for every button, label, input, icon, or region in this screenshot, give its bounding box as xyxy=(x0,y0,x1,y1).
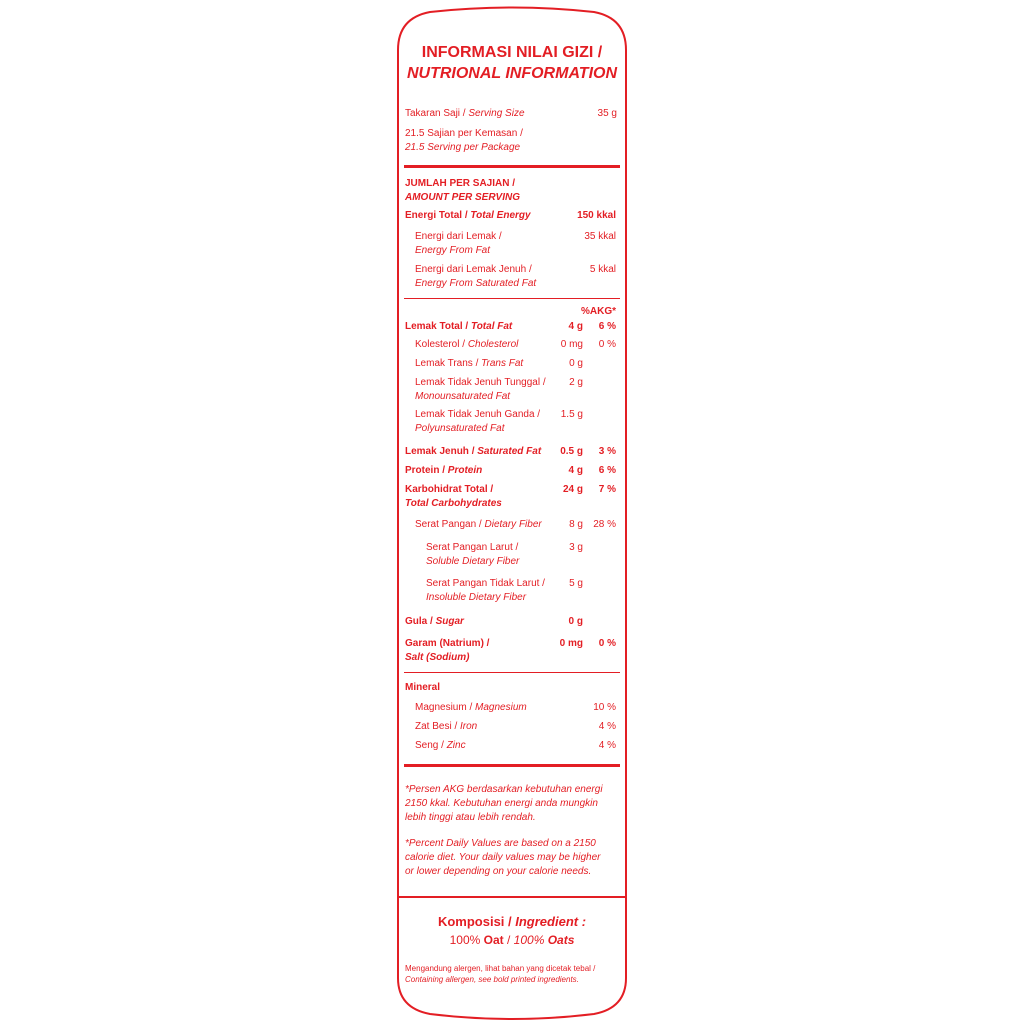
thick-divider-1 xyxy=(404,165,620,168)
energy-from-fat-en: Energy From Fat xyxy=(415,245,491,256)
serving-size-value: 35 g xyxy=(597,108,617,119)
cholesterol-label xyxy=(415,340,518,350)
soluble-fiber-en: Soluble Dietary Fiber xyxy=(426,556,520,567)
footnote-en-line-2: calorie diet. Your daily values may be higher xyxy=(405,852,601,863)
iron-pct: 4 % xyxy=(598,721,616,732)
title-line-2: NUTRIONAL INFORMATION xyxy=(406,65,618,82)
insoluble-fiber-amount: 5 g xyxy=(569,578,583,589)
trans-fat-amount: 0 g xyxy=(569,358,583,369)
trans-fat-id: Lemak Trans / xyxy=(415,358,482,369)
serving-size-id: Takaran Saji / xyxy=(405,108,469,119)
magnesium-id: Magnesium / xyxy=(415,702,476,713)
ingredient-oats: Oats xyxy=(547,933,575,947)
soluble-fiber-id: Serat Pangan Larut / xyxy=(426,542,519,553)
fiber-pct: 28 % xyxy=(593,519,616,530)
protein-en: Protein xyxy=(447,465,483,476)
salt-id: Garam (Natrium) / xyxy=(405,638,490,649)
ingredient-oat: Oat xyxy=(483,933,504,947)
composition-ingredients xyxy=(0,934,1024,946)
soluble-fiber-amount: 3 g xyxy=(569,542,583,553)
total-energy-label xyxy=(405,211,531,221)
composition-label xyxy=(0,915,1024,928)
akg-header: %AKG* xyxy=(580,306,616,317)
thick-divider-2 xyxy=(404,764,620,767)
footnote-en-line-3: or lower depending on your calorie needs. xyxy=(405,866,592,877)
iron-en: Iron xyxy=(460,721,478,732)
title-line-1: INFORMASI NILAI GIZI / xyxy=(421,44,603,61)
zinc-label xyxy=(415,741,466,751)
allergen-en: Containing allergen, see bold printed ingredients. xyxy=(405,975,579,984)
energy-from-sat-fat-en: Energy From Saturated Fat xyxy=(415,278,537,289)
thin-divider-2 xyxy=(404,672,620,673)
trans-fat-label xyxy=(415,359,523,369)
iron-label xyxy=(415,722,477,732)
footnote-id-line-3: lebih tinggi atau lebih rendah. xyxy=(405,812,536,823)
cholesterol-amount: 0 mg xyxy=(560,339,583,350)
protein-pct: 6 % xyxy=(598,465,616,476)
composition-id: Komposisi / xyxy=(437,914,516,929)
salt-amount: 0 mg xyxy=(559,638,583,649)
insoluble-fiber-en: Insoluble Dietary Fiber xyxy=(426,592,527,603)
energy-from-sat-fat-id: Energi dari Lemak Jenuh / xyxy=(415,264,532,275)
zinc-pct: 4 % xyxy=(598,740,616,751)
cholesterol-en: Cholesterol xyxy=(467,339,519,350)
magnesium-en: Magnesium xyxy=(475,702,527,713)
thin-divider-1 xyxy=(404,298,620,299)
salt-en: Salt (Sodium) xyxy=(405,652,470,663)
footnote-en-line-1: *Percent Daily Values are based on a 2150 xyxy=(405,838,596,849)
amount-header-en: AMOUNT PER SERVING xyxy=(405,192,521,203)
composition-en: Ingredient : xyxy=(515,914,587,929)
energy-from-fat-id: Energi dari Lemak / xyxy=(415,231,502,242)
serving-size-label xyxy=(405,109,525,119)
protein-id: Protein / xyxy=(405,465,448,476)
trans-fat-en: Trans Fat xyxy=(481,358,524,369)
fiber-en: Dietary Fiber xyxy=(484,519,542,530)
sugar-amount: 0 g xyxy=(568,616,583,627)
ingredient-pct-en: 100% xyxy=(513,933,548,947)
poly-fat-en: Polyunsaturated Fat xyxy=(415,423,505,434)
footnote-id-line-2: 2150 kkal. Kebutuhan energi anda mungkin xyxy=(405,798,598,809)
mono-fat-amount: 2 g xyxy=(569,377,583,388)
mono-fat-id: Lemak Tidak Jenuh Tunggal / xyxy=(415,377,546,388)
magnesium-pct: 10 % xyxy=(593,702,616,713)
footnote-id-line-1: *Persen AKG berdasarkan kebutuhan energi xyxy=(405,784,603,795)
sugar-id: Gula / xyxy=(405,616,436,627)
total-fat-label xyxy=(405,322,512,332)
sat-fat-en: Saturated Fat xyxy=(477,446,542,457)
total-energy-id: Energi Total / xyxy=(405,210,471,221)
amount-header-id: JUMLAH PER SAJIAN / xyxy=(405,178,516,189)
energy-from-fat-value: 35 kkal xyxy=(584,231,616,242)
zinc-en: Zinc xyxy=(446,740,466,751)
servings-per-pack-id: 21.5 Sajian per Kemasan / xyxy=(405,128,523,139)
protein-label xyxy=(405,466,482,476)
cholesterol-pct: 0 % xyxy=(598,339,616,350)
fiber-label xyxy=(415,520,542,530)
total-energy-value: 150 kkal xyxy=(577,210,616,221)
sat-fat-id: Lemak Jenuh / xyxy=(405,446,478,457)
zinc-id: Seng / xyxy=(415,740,447,751)
mineral-header: Mineral xyxy=(405,682,441,693)
salt-pct: 0 % xyxy=(598,638,616,649)
carb-amount: 24 g xyxy=(562,484,583,495)
serving-size-en: Serving Size xyxy=(468,108,525,119)
total-fat-en: Total Fat xyxy=(470,321,513,332)
sugar-en: Sugar xyxy=(435,616,464,627)
protein-amount: 4 g xyxy=(568,465,583,476)
poly-fat-amount: 1.5 g xyxy=(560,409,583,420)
poly-fat-id: Lemak Tidak Jenuh Ganda / xyxy=(415,409,541,420)
total-fat-amount: 4 g xyxy=(568,321,583,332)
total-energy-en: Total Energy xyxy=(470,210,531,221)
iron-id: Zat Besi / xyxy=(415,721,461,732)
ingredient-separator: / xyxy=(503,933,514,947)
insoluble-fiber-id: Serat Pangan Tidak Larut / xyxy=(426,578,545,589)
sat-fat-pct: 3 % xyxy=(598,446,616,457)
sugar-label xyxy=(405,617,464,627)
fiber-id: Serat Pangan / xyxy=(415,519,485,530)
magnesium-label xyxy=(415,703,527,713)
fiber-amount: 8 g xyxy=(569,519,583,530)
carb-id: Karbohidrat Total / xyxy=(405,484,494,495)
allergen-id: Mengandung alergen, lihat bahan yang dicetak tebal / xyxy=(405,964,596,973)
carb-en: Total Carbohydrates xyxy=(405,498,502,509)
energy-from-sat-fat-value: 5 kkal xyxy=(589,264,616,275)
ingredient-pct-id: 100% xyxy=(449,933,484,947)
servings-per-pack-en: 21.5 Serving per Package xyxy=(405,142,521,153)
total-fat-id: Lemak Total / xyxy=(405,321,471,332)
total-fat-pct: 6 % xyxy=(598,321,616,332)
mono-fat-en: Monounsaturated Fat xyxy=(415,391,511,402)
cholesterol-id: Kolesterol / xyxy=(415,339,468,350)
sat-fat-label xyxy=(405,447,541,457)
sat-fat-amount: 0.5 g xyxy=(560,446,583,457)
carb-pct: 7 % xyxy=(598,484,616,495)
